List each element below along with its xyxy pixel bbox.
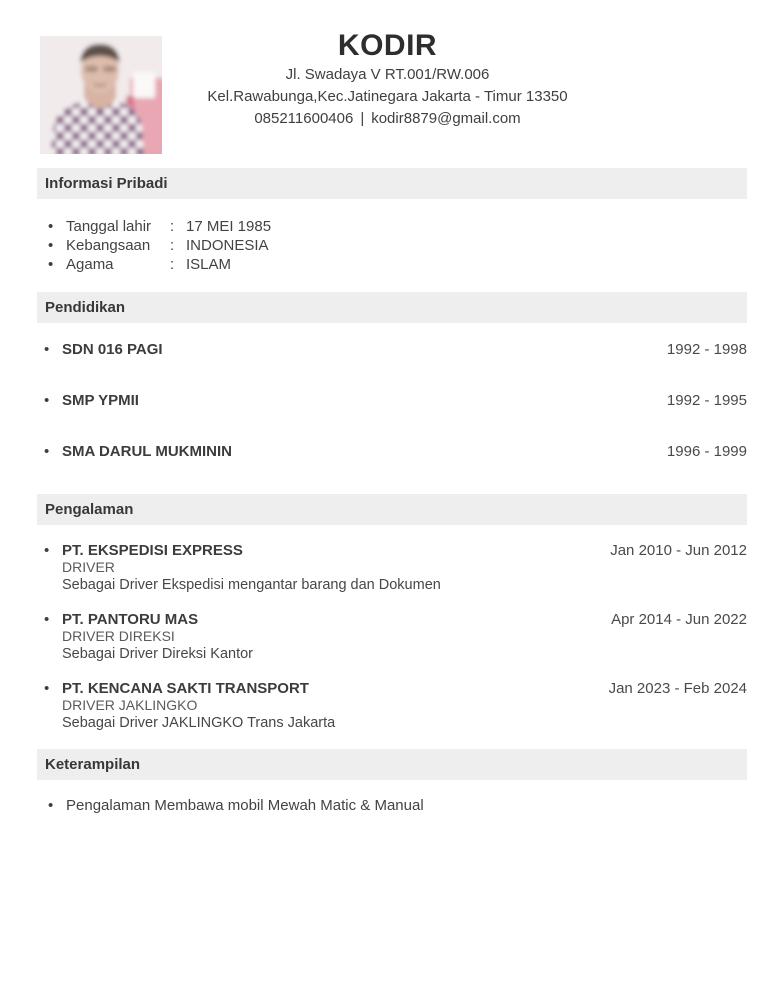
field-colon: : [170,218,175,235]
section-title: Informasi Pribadi [45,175,168,192]
experience-row [44,680,747,732]
experience-period: Jan 2010 - Jun 2012 [610,542,747,559]
section-header-skills [37,749,747,780]
section-header-education [37,292,747,323]
skills-list [0,780,775,814]
job-role: DRIVER DIREKSI [62,628,175,644]
education-row [44,341,747,358]
job-description: Sebagai Driver Direksi Kantor [62,646,253,662]
job-role: DRIVER [62,559,115,575]
job-description: Sebagai Driver Ekspedisi mengantar barang dan Dokumen [62,577,441,593]
company-name: • PT. PANTORU MAS [62,611,199,628]
section-header-personal-info [37,168,747,199]
experience-details [44,680,609,732]
field-value: INDONESIA [186,237,269,254]
experience-details [44,611,611,663]
section-title: Keterampilan [45,756,141,773]
school-name: • SMP YPMII [44,392,139,409]
field-label: Tanggal lahir [66,218,152,235]
field-colon: : [170,256,175,273]
field-value: ISLAM [186,256,232,273]
education-list [0,323,775,460]
experience-row [44,542,747,594]
personal-info-list [0,199,775,274]
list-item [48,255,747,274]
skill-item: • Pengalaman Membawa mobil Mewah Matic & Manual [48,797,747,814]
section-title: Pengalaman [45,501,134,518]
candidate-name: KODIR [337,29,438,62]
list-item [48,236,747,255]
field-label: Kebangsaan [66,237,151,254]
address-line-2: Kel.Rawabunga,Kec.Jatinegara Jakarta - Timur 13350 [207,88,568,105]
address-line-1: Jl. Swadaya V RT.001/RW.006 [285,66,490,83]
education-period: 1992 - 1995 [666,392,747,409]
contact-separator: | [360,110,365,127]
school-name: • SMA DARUL MUKMININ [44,443,232,460]
experience-list [0,525,775,732]
experience-period: Jan 2023 - Feb 2024 [608,680,747,697]
company-name: • PT. EKSPEDISI EXPRESS [62,542,243,559]
experience-row [44,611,747,663]
job-role: DRIVER JAKLINGKO [62,697,198,713]
section-title: Pendidikan [45,299,126,316]
company-name: • PT. KENCANA SAKTI TRANSPORT [62,680,309,697]
education-period: 1996 - 1999 [666,443,747,460]
field-colon: : [170,237,175,254]
education-row [44,443,747,460]
resume-header [0,0,775,168]
section-header-experience [37,494,747,525]
portrait-photo-icon [40,36,162,154]
field-label: Agama [66,256,114,273]
email-address: kodir8879@gmail.com [371,110,521,127]
phone-number: 085211600406 [254,110,354,127]
profile-photo [40,36,162,154]
list-item [48,217,747,236]
experience-period: Apr 2014 - Jun 2022 [611,611,747,628]
job-description: Sebagai Driver JAKLINGKO Trans Jakarta [62,715,336,731]
field-value: 17 MEI 1985 [186,218,272,235]
education-row [44,392,747,409]
school-name: • SDN 016 PAGI [44,341,163,358]
experience-details [44,542,610,594]
education-period: 1992 - 1998 [666,341,747,358]
